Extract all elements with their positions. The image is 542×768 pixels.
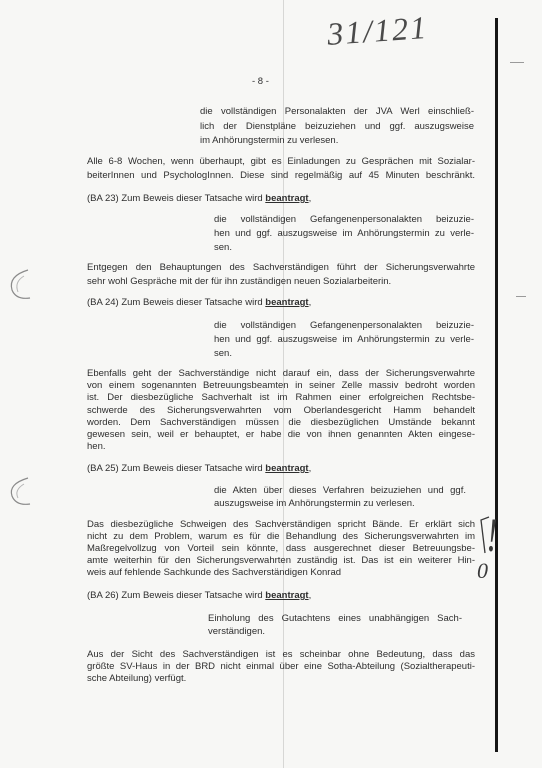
text-line: die vollständigen Gefangenenpersonalakten beizuzie- [214,320,474,331]
motion-text: (BA 25) Zum Beweis dieser Tatsache wird [87,463,266,474]
motion-punctuation: , [308,590,312,601]
evidence-motion-ba-25 [87,462,311,476]
motion-verb: beantragt [265,297,309,308]
text-line: lich der Dienstpläne beizuziehen und ggf. auszugsweise [200,120,474,132]
paragraph-conversations [87,155,475,183]
text-line: worden. Dem Sachverständigen müssen die diesbezüglichen Umstände bekannt [87,416,475,428]
text-line: sche Abteilung) verfügt. [87,673,187,684]
page-number: - 8 - [252,76,269,87]
evidence-request-expert-opinion [208,612,462,638]
text-line: Das diesbezügliche Schweigen des Sachverständigen spricht Bände. Er erklärt sich [87,519,475,530]
text-line: sen. [214,348,232,359]
handwritten-folio-number: 31/121 [326,8,430,52]
paragraph-silence [87,519,475,579]
text-line: gewesen sein, weil er behauptet, er habe die von ihnen genannten Akten eingese- [87,428,475,440]
evidence-request-prisoner-files [214,213,474,255]
motion-text: (BA 24) Zum Beweis dieser Tatsache wird [87,297,266,308]
text-line: beiterInnen und PsychologInnen. Diese sind regelmäßig auf 45 Minuten beschränkt. [87,170,475,181]
margin-exclamation-mark: ! [486,509,498,562]
text-line: ist. Der diesbezügliche Sachverhalt ist im Rahmen einer erfolgreichen Rechtsbe- [87,392,475,404]
evidence-motion-ba-23 [87,192,311,206]
punch-hole-top [11,270,30,298]
text-line: im Anhörungstermin zu verlesen. [200,135,339,146]
paragraph-sotha [87,649,475,685]
text-line: hen und ggf. auszugsweise im Anhörungstermin zu verle- [214,228,474,239]
motion-verb: beantragt [265,463,309,474]
motion-punctuation: , [308,297,312,308]
motion-punctuation: , [308,193,312,204]
paragraph-threat [87,368,475,453]
text-line: hen und ggf. auszugsweise im Anhörungstermin zu verle- [214,334,474,345]
paragraph-social-worker [87,261,475,289]
text-line: sen. [214,242,232,253]
text-line: auszugsweise im Anhörungstermin zu verlesen. [214,497,415,509]
text-line: größte SV-Haus in der BRD nicht einmal über eine Sotha-Abteilung (Sozialtherapeuti- [87,661,475,672]
text-line: Maßregelvollzug von Vorteil sein könnte, dass ausgerechnet dieser Betreuungsbe- [87,543,475,554]
text-line: die Akten über dieses Verfahren beizuziehen und ggf. [214,485,466,496]
text-line: Ebenfalls geht der Sachverständige nicht darauf ein, dass der Sicherungsverwahrte [87,368,475,379]
text-line: schwerde des Sicherungsverwahrten vom Oberlandesgericht Hamm behandelt [87,404,475,416]
text-line: Entgegen den Behauptungen des Sachverständigen führt der Sicherungsverwahrte [87,262,475,273]
motion-text: (BA 23) Zum Beweis dieser Tatsache wird [87,193,266,204]
motion-verb: beantragt [265,590,309,601]
text-line: amte weiterhin für den Sicherungsverwahrten zuständig ist. Das ist ein weiterer Hin- [87,555,475,566]
evidence-motion-ba-26 [87,589,311,603]
text-line: Aus der Sicht des Sachverständigen ist es scheinbar ohne Bedeutung, dass das [87,649,475,660]
text-line: Alle 6-8 Wochen, wenn überhaupt, gibt es Einladungen zu Gesprächen mit Sozialar- [87,156,475,167]
evidence-request-prisoner-files [214,319,474,361]
text-line: Einholung des Gutachtens eines unabhängigen Sach- [208,613,462,624]
text-line: hen. [87,441,106,453]
text-line: nicht zu dem Problem, warum es für die Behandlung des Sicherungsverwahrten im [87,531,475,542]
motion-text: (BA 26) Zum Beweis dieser Tatsache wird [87,590,266,601]
text-line: sehr wohl Gespräche mit der für ihn zuständigen neuen Sozialarbeiterin. [87,276,392,287]
evidence-motion-ba-24 [87,296,311,310]
text-line: die vollständigen Gefangenenpersonalakten beizuzie- [214,214,474,225]
text-line: die vollständigen Personalakten der JVA Werl einschließ- [200,106,474,117]
evidence-request-proceedings-files [214,485,466,510]
motion-punctuation: , [308,463,312,474]
text-line: von einem sogenannten Betreuungsbeamten in seiner Zelle massiv bedroht worden [87,380,475,392]
text-line: verständigen. [208,626,266,637]
punch-hole-bottom [11,478,30,504]
punch-hole-top-shadow [17,276,24,292]
text-line: weis auf fehlende Sachkunde des Sachverständigen Konrad [87,567,342,578]
punch-hole-bottom-shadow [17,484,24,498]
evidence-request-personnel-files [200,105,474,149]
motion-verb: beantragt [265,193,309,204]
margin-circle-mark: 0 [477,558,488,583]
